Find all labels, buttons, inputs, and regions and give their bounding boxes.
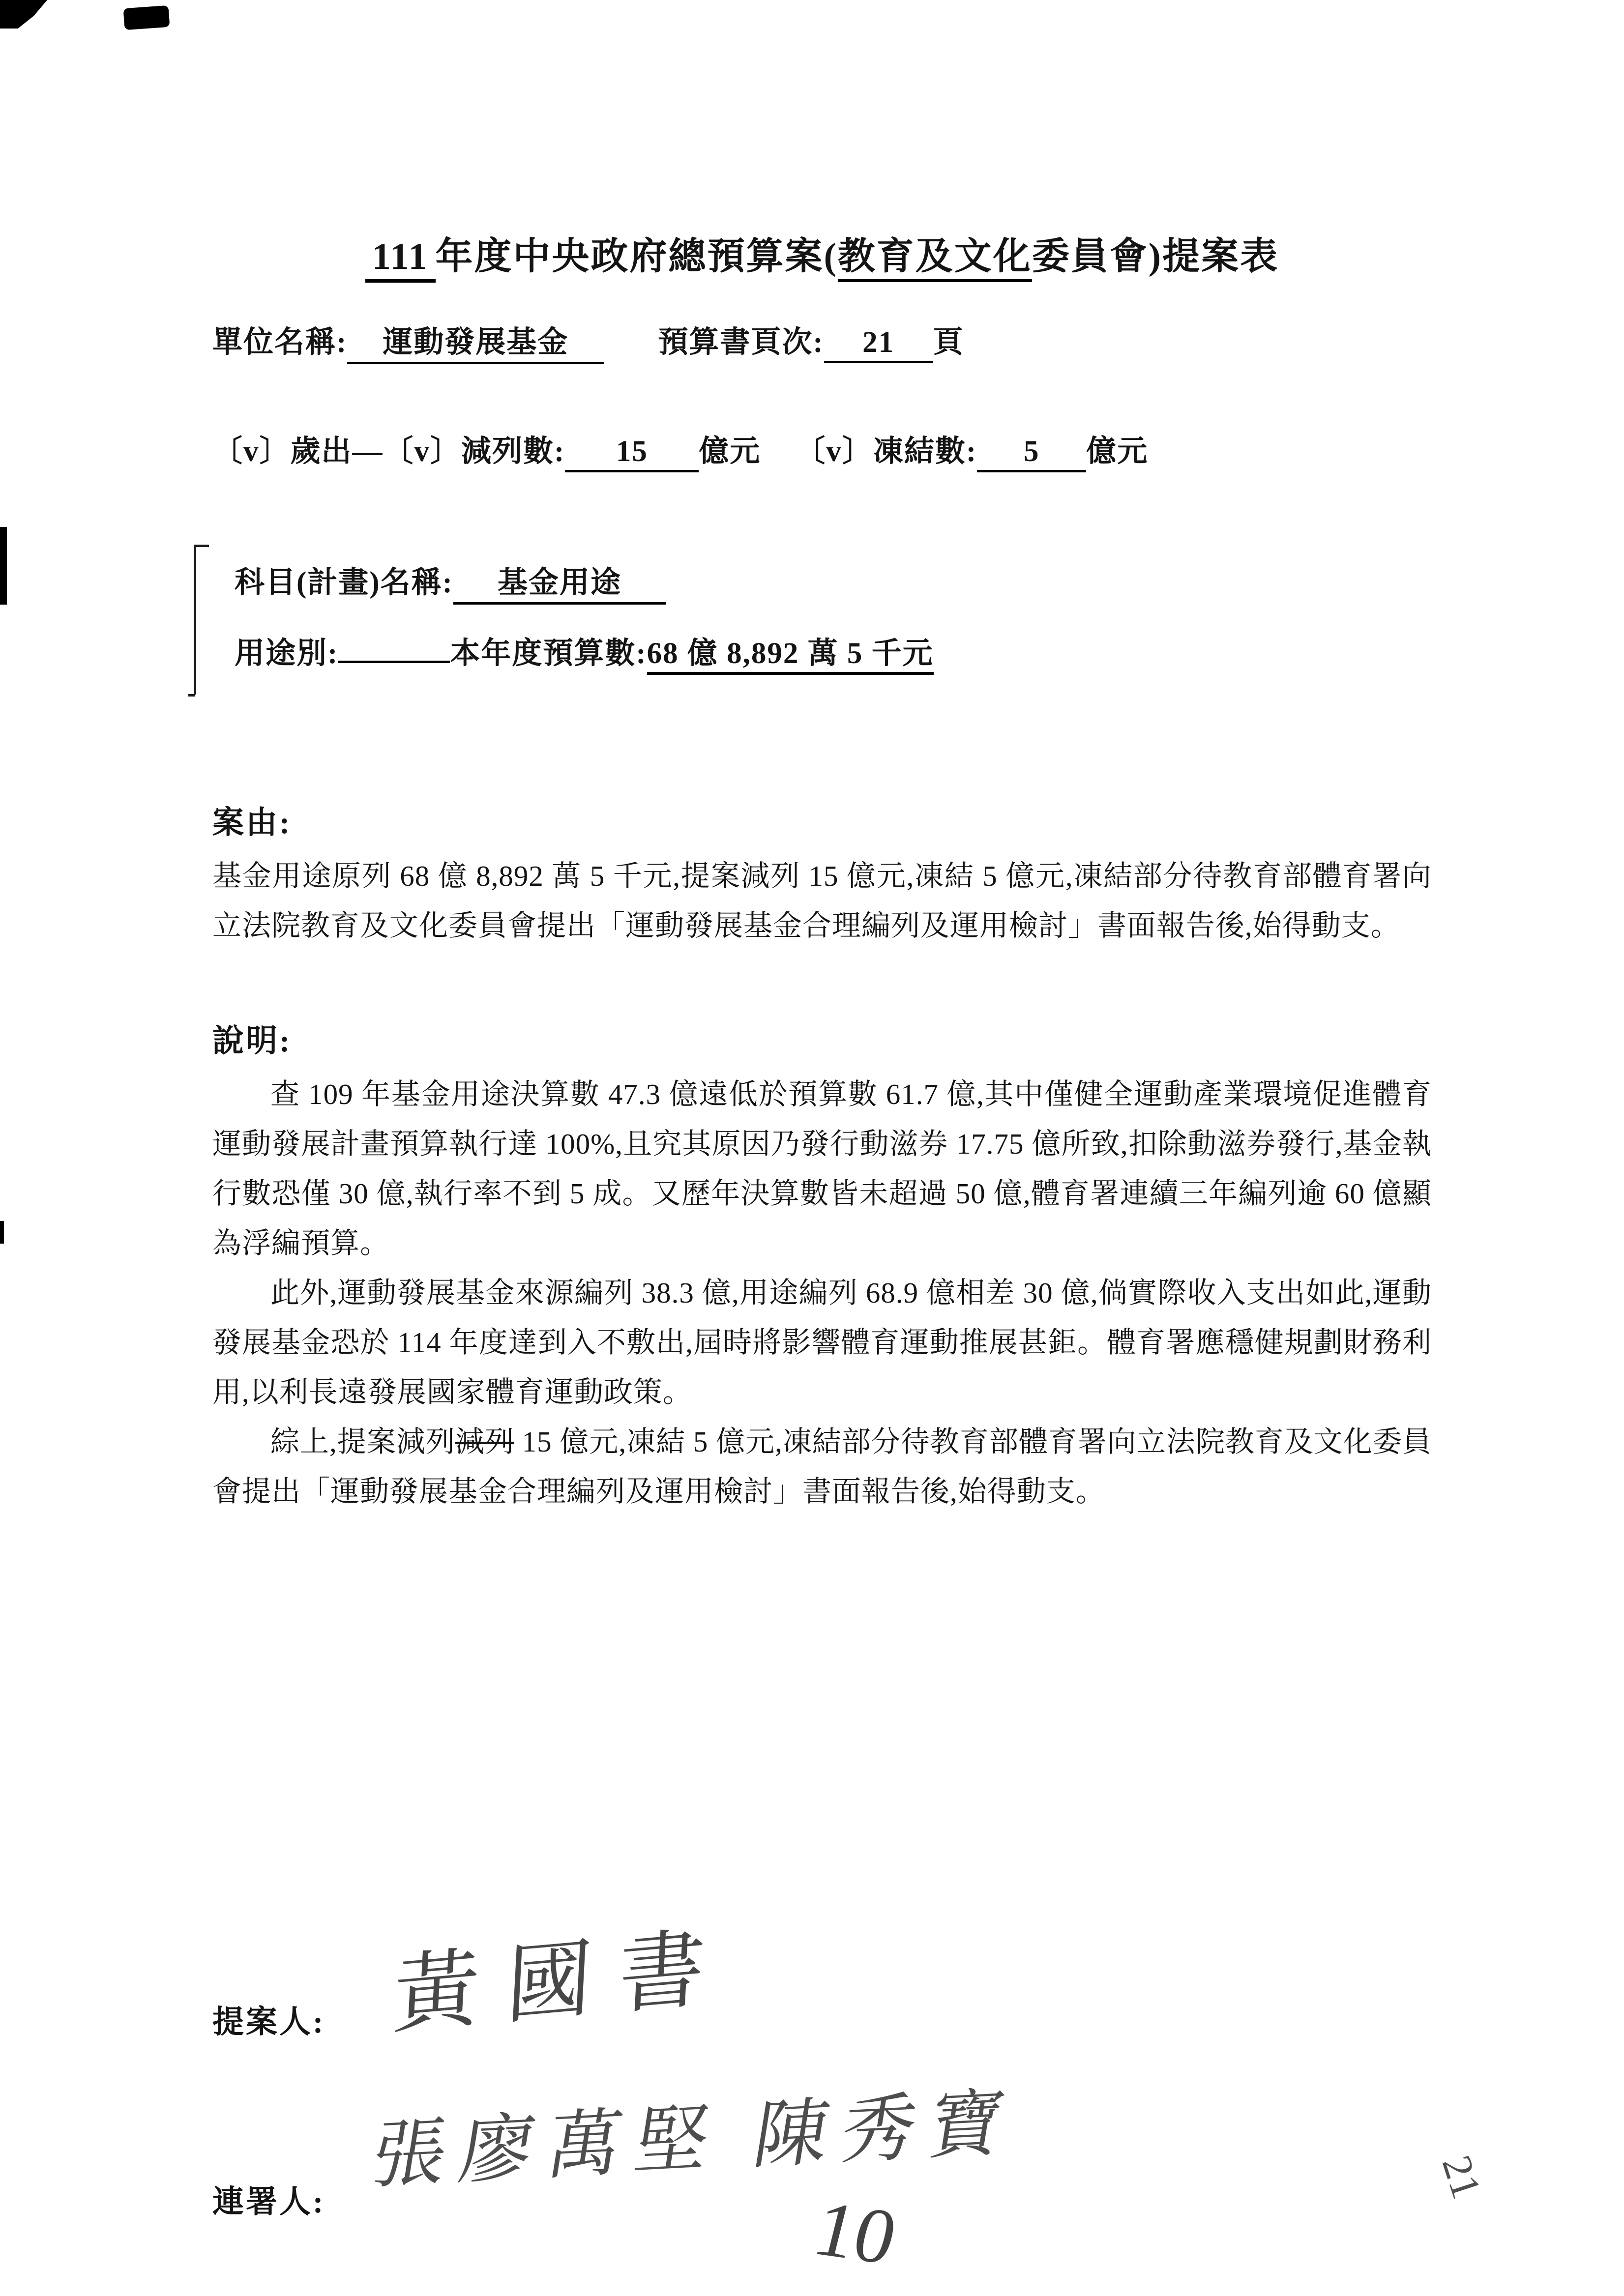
explanation-body (212, 1070, 1432, 1516)
scan-artifact (0, 527, 7, 605)
unit-name-label: 單位名稱: (212, 326, 348, 359)
cosigner-signatures: 張廖萬堅 陳秀寶 (366, 2082, 1024, 2198)
explanation-para3 (212, 1417, 1432, 1516)
unit-name-value: 運動發展基金 (347, 318, 604, 364)
scan-artifact (0, 0, 47, 29)
explanation-heading: 說明: (212, 1023, 292, 1058)
explanation-para1: 查 109 年基金用途決算數 47.3 億遠低於預算數 61.7 億,其中僅健全運動產業環境促進體育運動發展計畫預算執行達 100%,且究其原因乃發行動滋券 17.75 億所致,扣除動滋券發行,基金執行數恐僅 30 億,執行率不到 5 成。又歷年決算數皆未超過 50 億,體育署連續三年編列逾 60 億顯為浮編預算。 (212, 1078, 1432, 1259)
proposer-signature: 黃國書 (391, 1918, 734, 2045)
title-year: 111 (365, 236, 436, 283)
cut-unit: 億元 (699, 435, 761, 468)
usage-budget-amount: 68 億 8,892 萬 5 千元 (647, 637, 934, 675)
handwritten-number: 10 (806, 2184, 905, 2281)
budget-page-unit: 頁 (933, 326, 964, 359)
usage-line (235, 629, 1432, 672)
para3-struck-text: 減列 (455, 1425, 514, 1458)
scan-artifact (0, 1221, 4, 1244)
checkbox-freeze: 〔v〕 (795, 435, 873, 468)
cut-value: 15 (565, 435, 699, 472)
document-title (212, 226, 1432, 280)
budget-page-value: 21 (824, 325, 933, 363)
left-bracket-mark (194, 545, 209, 695)
case-body: 基金用途原列 68 億 8,892 萬 5 千元,提案減列 15 億元,凍結 5 億元,凍結部分待教育部體育署向立法院教育及文化委員會提出「運動發展基金合理編列及運用檢討」書面報告後,始得動支。 (212, 860, 1432, 942)
subject-label: 科目(計畫)名稱: (235, 566, 453, 599)
freeze-unit: 億元 (1086, 435, 1149, 468)
proposer-label: 提案人: (212, 2005, 325, 2039)
subject-value: 基金用途 (453, 558, 666, 605)
usage-label: 用途別: (235, 637, 339, 670)
freeze-value: 5 (977, 435, 1086, 472)
subject-block (212, 558, 1432, 672)
checkbox-expenditure: 〔v〕 (212, 435, 291, 468)
cosigner-label: 連署人: (212, 2184, 325, 2219)
handwritten-page-note: 21 (1433, 2150, 1490, 2204)
para3-pre: 綜上,提案減列 (270, 1425, 455, 1458)
subject-line (235, 558, 1432, 605)
checkbox-line (212, 427, 1432, 472)
title-part2: 委員會)提案表 (1032, 236, 1279, 277)
scan-artifact (123, 5, 170, 30)
freeze-label: 凍結數: (873, 435, 977, 468)
document-content (212, 226, 1432, 1516)
expenditure-label: 歲出— (290, 435, 384, 468)
title-part1: 年度中央政府總預算案( (435, 236, 838, 277)
title-committee: 教育及文化 (838, 236, 1032, 282)
budget-page-label: 預算書頁次: (658, 326, 824, 359)
cut-label: 減列數: (461, 435, 565, 468)
unit-line (212, 318, 1432, 364)
explanation-para2: 此外,運動發展基金來源編列 38.3 億,用途編列 68.9 億相差 30 億,倘實際收入支出如此,運動發展基金恐於 114 年度達到入不敷出,屆時將影響體育運動推展甚鉅。體育署應穩健規劃財務利用,以利長遠發展國家體育運動政策。 (212, 1277, 1432, 1408)
usage-budget-label: 本年度預算數: (450, 637, 647, 670)
checkbox-cut: 〔v〕 (383, 435, 462, 468)
usage-blank (338, 660, 450, 663)
para3-post: 15 億元,凍結 5 億元,凍結部分待教育部體育署向立法院教育及文化委員會提出「運動發展基金合理編列及運用檢討」書面報告後,始得動支。 (212, 1425, 1432, 1508)
case-heading: 案由: (212, 805, 292, 840)
